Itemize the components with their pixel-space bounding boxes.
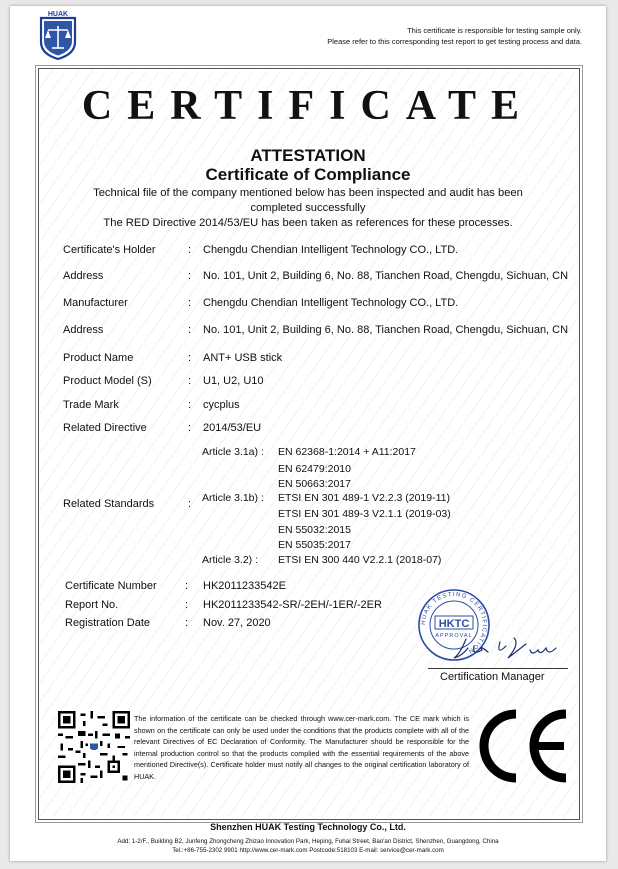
trade-mark-colon: : bbox=[188, 399, 192, 411]
footer-address bbox=[10, 837, 606, 855]
intro-line-3: The RED Directive 2014/53/EU has been taken as references for these processes. bbox=[103, 217, 513, 229]
holder-value: Chengdu Chendian Intelligent Technology CO., LTD. bbox=[203, 244, 459, 256]
holder-address-value: No. 101, Unit 2, Building 6, No. 88, Tianchen Road, Chengdu, Sichuan, CN bbox=[203, 270, 569, 282]
trade-mark-value: cycplus bbox=[203, 399, 240, 411]
svg-text:HKTC: HKTC bbox=[438, 618, 470, 630]
attestation-heading: ATTESTATION bbox=[250, 146, 366, 165]
svg-text:APPROVAL: APPROVAL bbox=[435, 633, 473, 639]
svg-text:HUAK TESTING CERTIFICATION: HUAK TESTING CERTIFICATION bbox=[420, 591, 488, 655]
certificate-number-colon: : bbox=[185, 580, 189, 592]
report-number-label: Report No. bbox=[65, 599, 119, 611]
standard-item: EN 50663:2017 bbox=[278, 478, 351, 490]
manager-label: Certification Manager bbox=[440, 671, 545, 683]
holder-label: Certificate's Holder bbox=[63, 244, 156, 256]
product-model-value: U1, U2, U10 bbox=[203, 375, 264, 387]
related-standards-label: Related Standards bbox=[63, 498, 155, 510]
standard-item: EN 55032:2015 bbox=[278, 524, 351, 536]
certificate-number-label: Certificate Number bbox=[65, 580, 157, 592]
manufacturer-value: Chengdu Chendian Intelligent Technology CO., LTD. bbox=[203, 297, 459, 309]
related-directive-colon: : bbox=[188, 422, 192, 434]
standard-item: ETSI EN 301 489-1 V2.2.3 (2019-11) bbox=[278, 492, 450, 504]
related-directive-value: 2014/53/EU bbox=[203, 422, 262, 434]
trade-mark-label: Trade Mark bbox=[63, 399, 119, 411]
manufacturer-address-label: Address bbox=[63, 324, 104, 336]
standard-item: EN 55035:2017 bbox=[278, 539, 351, 551]
signature-line bbox=[428, 668, 568, 669]
certificate-info-text: The information of the certificate can be checked through www.cer-mark.com. The CE mark which is shown on the certificate can only be used under the conditions that the products complete with all of the relevant Directives of EC Declaration of Conformity. The Manufacturer should be responsible for the internal production control so that the products complied with the essential requirements of the above mentioned Directive(s). Certificate holder must notify all changes to the original certification laboratory of HUAK. bbox=[134, 714, 469, 781]
ce-mark-icon bbox=[466, 706, 576, 786]
article-3-1b-label: Article 3.1b) : bbox=[202, 492, 264, 504]
product-name-colon: : bbox=[188, 352, 192, 364]
product-name-label: Product Name bbox=[63, 352, 134, 364]
standard-item: EN 62368-1:2014 + A11:2017 bbox=[278, 446, 416, 458]
holder-address-label: Address bbox=[63, 270, 104, 282]
huak-logo-icon bbox=[38, 8, 78, 60]
manager-signature bbox=[448, 634, 568, 664]
svg-text:HUAK: HUAK bbox=[47, 11, 69, 18]
article-3-2-label: Article 3.2) : bbox=[202, 554, 259, 566]
certificate-number-value: HK2011233542E bbox=[203, 580, 286, 592]
product-model-label: Product Model (S) bbox=[63, 375, 152, 387]
report-number-colon: : bbox=[185, 599, 189, 611]
report-reference-note: Please refer to this corresponding test report to get testing process and data. bbox=[327, 37, 582, 46]
certificate-page bbox=[10, 6, 606, 861]
holder-colon: : bbox=[188, 244, 192, 256]
intro-line-2: completed successfully bbox=[250, 202, 366, 214]
manufacturer-label: Manufacturer bbox=[63, 297, 128, 309]
manufacturer-address-value: No. 101, Unit 2, Building 6, No. 88, Tianchen Road, Chengdu, Sichuan, CN bbox=[203, 324, 569, 336]
certificate-title: CERTIFICATE bbox=[81, 83, 535, 129]
report-number-value: HK2011233542-SR/-2EH/-1ER/-2ER bbox=[203, 599, 382, 611]
product-model-colon: : bbox=[188, 375, 192, 387]
related-standards-colon: : bbox=[188, 498, 192, 510]
footer-address-line: Add: 1-2/F., Building B2, Junfeng Zhongcheng Zhizao Innovation Park, Heping, Fuhai Street, Bao'an District, Shenzhen, Guangdong, China bbox=[117, 838, 499, 845]
product-name-value: ANT+ USB stick bbox=[203, 352, 283, 364]
compliance-heading: Certificate of Compliance bbox=[205, 165, 411, 184]
registration-date-label: Registration Date bbox=[65, 617, 150, 629]
qr-code[interactable] bbox=[58, 711, 130, 783]
footer-contact-line: Tel.:+86-755-2302 9901 http://www.cer-mark.com Postcode:518103 E-mail: service@cer-mark.com bbox=[172, 847, 444, 854]
standard-item: EN 62479:2010 bbox=[278, 463, 351, 475]
registration-date-colon: : bbox=[185, 617, 189, 629]
related-directive-label: Related Directive bbox=[63, 422, 147, 434]
responsibility-note: This certificate is responsible for testing sample only. bbox=[407, 26, 582, 35]
standard-item: ETSI EN 300 440 V2.2.1 (2018-07) bbox=[278, 554, 442, 566]
footer-company: Shenzhen HUAK Testing Technology Co., Ltd. bbox=[210, 822, 406, 832]
manufacturer-colon: : bbox=[188, 297, 192, 309]
holder-address-colon: : bbox=[188, 270, 192, 282]
article-3-1a-label: Article 3.1a) : bbox=[202, 446, 264, 458]
intro-line-1: Technical file of the company mentioned below has been inspected and audit has been bbox=[93, 187, 523, 199]
registration-date-value: Nov. 27, 2020 bbox=[203, 617, 271, 629]
manufacturer-address-colon: : bbox=[188, 324, 192, 336]
standard-item: ETSI EN 301 489-3 V2.1.1 (2019-03) bbox=[278, 508, 451, 520]
